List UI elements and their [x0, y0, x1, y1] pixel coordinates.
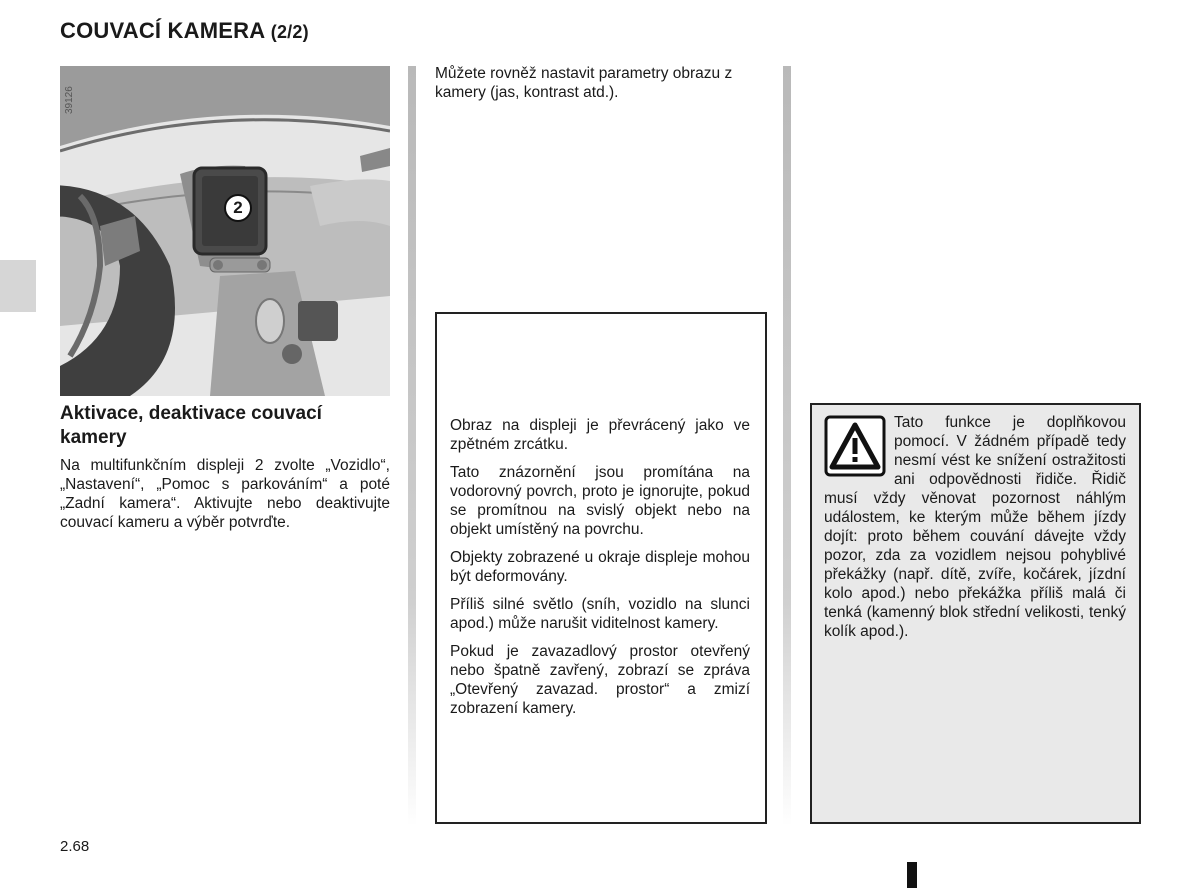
page-title-suffix: (2/2)	[270, 22, 309, 42]
activation-heading: Aktivace, deaktivace couvací kamery	[60, 403, 322, 448]
warning-box	[810, 403, 1141, 824]
info-paragraph: Objekty zobrazené u okraje displeje mohou být deformovány.	[450, 549, 750, 585]
page-title-text: COUVACÍ KAMERA	[60, 18, 265, 43]
section-tab	[0, 260, 36, 312]
callout-marker	[224, 194, 252, 222]
figure-ref-code	[62, 70, 78, 116]
info-paragraph: Obraz na displeji je převrácený jako ve zpětném zrcátku.	[450, 417, 750, 453]
warning-text: Tato funkce je doplňkovou pomocí. V žádném případě tedy nesmí vést ke snížení ostražitosti ani odpovědnosti řidiče. Řidič musí vždy věnovat pozornost náhlým událostem, ke kterým může během jízdy dojít: proto během couvání dávejte vždy pozor, zda za vozidlem nejsou pohyblivé překážky (např. dítě, zvíře, kočárek, jízdní kolo apod.) nebo překážka příliš malá či tenká (kamenný blok střední velikosti, tenký kolík apod.).	[824, 414, 1126, 640]
info-paragraph: Pokud je zavazadlový prostor otevřený nebo špatně zavřený, zobrazí se zpráva „Otevřený zavazad. prostor“ a zmizí zobrazení kamery.	[450, 643, 750, 717]
page-number: 2.68	[60, 838, 90, 855]
column-divider	[783, 66, 791, 826]
info-box	[435, 312, 767, 824]
edge-marker	[907, 862, 917, 888]
column-divider	[408, 66, 416, 826]
activation-paragraph: Na multifunkčním displeji 2 zvolte „Vozidlo“, „Nastavení“, „Pomoc s parkováním“ a poté „Zadní kamera“. Aktivujte nebo deaktivujte couvací kameru a výběr potvrďte.	[60, 457, 390, 531]
info-box-content	[450, 416, 750, 727]
callout-number: 2	[233, 198, 243, 217]
settings-paragraph: Můžete rovněž nastavit parametry obrazu z kamery (jas, kontrast atd.).	[435, 65, 733, 101]
info-paragraph: Tato znázornění jsou promítána na vodorovný povrch, proto je ignorujte, pokud se promítnou na svislý objekt nebo na objekt umístěný na povrchu.	[450, 464, 750, 538]
warning-triangle-icon	[824, 415, 886, 477]
warning-box-content	[824, 413, 1126, 641]
figure-ref-code-text: 39126	[64, 86, 75, 114]
page-title	[60, 18, 309, 44]
info-paragraph: Příliš silné světlo (sníh, vozidlo na slunci apod.) může narušit viditelnost kamery.	[450, 596, 750, 632]
dashboard-illustration	[60, 66, 390, 396]
